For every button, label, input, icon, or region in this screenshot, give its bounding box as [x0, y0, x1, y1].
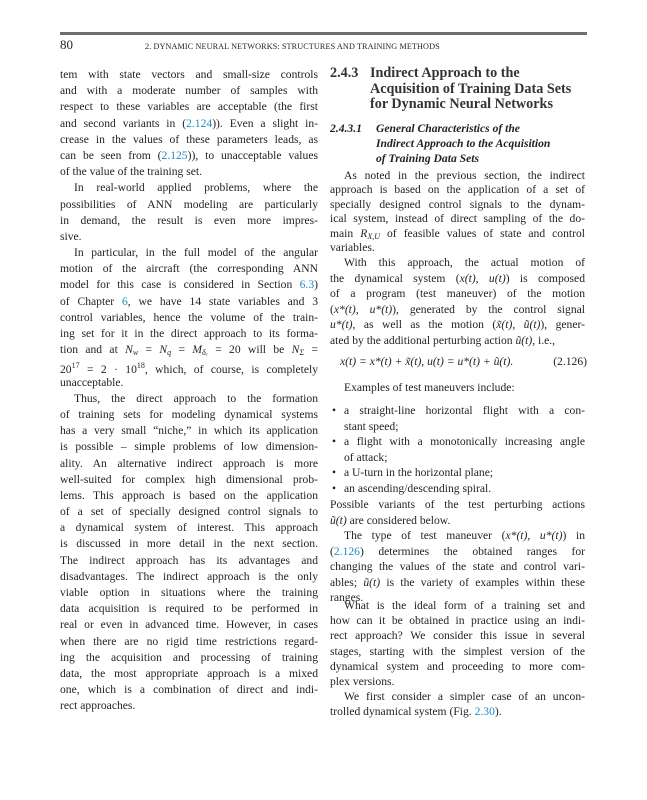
bullet-text: of attack;	[344, 450, 388, 464]
text-run: ical system, instead of direct sampling of the do-	[330, 212, 585, 226]
text-run: data acquisition is required to be performed in	[60, 602, 318, 616]
text-run: main	[330, 226, 361, 240]
text-run: viable option in situations where the training	[60, 586, 318, 599]
text-line	[330, 544, 585, 560]
equation-body: x(t) = x*(t) + x̃(t), u(t) = u*(t) + ũ(t).	[340, 355, 514, 368]
text-run: stages, starting with the simplest version of the	[330, 644, 585, 658]
text-run: ) determines the obtained ranges for	[359, 544, 585, 558]
math-inline: ũ(t)	[330, 513, 347, 527]
text-line	[60, 391, 318, 407]
text-run: has a very small “niche,” in which its application	[60, 424, 318, 438]
text-run: , as well as the motion (	[352, 318, 497, 332]
text-run: changing the values of the state and control vari-	[330, 560, 585, 573]
text-run: model for this case is considered in Section	[60, 278, 300, 292]
text-run: rect approach? We consider this issue in several	[330, 629, 585, 643]
text-line	[330, 212, 585, 226]
subscript: δₑ	[202, 348, 208, 358]
text-run: how can it be obtained in practice using an indi-	[330, 614, 585, 628]
text-line	[60, 277, 318, 293]
text-line	[330, 271, 585, 287]
math-inline: ũ(t)	[515, 333, 533, 347]
text-run: = 2 · 10	[79, 363, 137, 377]
text-line	[60, 99, 318, 115]
page-number: 80	[60, 37, 73, 52]
paragraph	[330, 689, 585, 719]
text-run: control variables, hence the volume of the train-	[60, 310, 318, 324]
bullet-item	[330, 403, 585, 434]
text-line	[60, 261, 318, 277]
math-inline: u*(t)	[330, 318, 353, 332]
paragraph	[60, 67, 318, 180]
section-title-line: Indirect Approach to the	[370, 65, 520, 81]
running-head: 2. DYNAMIC NEURAL NETWORKS: STRUCTURES AND TRAINING METHODS	[145, 42, 440, 51]
text-line	[330, 286, 585, 302]
text-run: when there are no rigid time restrictions regard-	[60, 634, 318, 648]
paragraph	[60, 391, 318, 715]
text-line	[330, 704, 585, 719]
bullet-icon: •	[332, 435, 337, 448]
text-run: tem with state vectors and small-size controls	[60, 68, 318, 81]
bullet-icon: •	[332, 481, 337, 495]
math-inline: x*(t), u*(t)	[333, 302, 393, 316]
text-run: of a set of specially designed control signals to	[60, 505, 318, 519]
bullet-item	[330, 465, 585, 481]
text-run: is possible – simple problems of low dimension-	[60, 440, 318, 454]
text-line	[60, 132, 318, 148]
text-run: ).	[494, 705, 502, 719]
text-run: trolled dynamical system (Fig.	[330, 705, 475, 719]
bullet-text: a flight with a monotonically increasing angle	[344, 435, 585, 448]
text-line	[60, 375, 318, 391]
text-run: ), generated by the control signal	[392, 302, 585, 316]
text-run: =	[138, 343, 160, 357]
text-run: ality. An alternative indirect approach is more	[60, 456, 318, 470]
cross-reference-link[interactable]: 2.125	[161, 148, 188, 162]
text-line	[60, 407, 318, 423]
text-line	[330, 575, 585, 591]
text-line	[330, 183, 585, 197]
subsection-title-line: of Training Data Sets	[376, 152, 479, 165]
text-run: the dynamical system (	[330, 271, 460, 285]
text-line	[60, 116, 318, 132]
superscript: 18	[136, 361, 145, 371]
subscript: Σ	[299, 348, 305, 358]
text-line	[60, 569, 318, 585]
text-line	[330, 302, 585, 318]
text-run: lems. This approach is based on the application	[60, 488, 318, 502]
paragraph	[330, 497, 585, 528]
text-run: In real-world applied problems, where the	[74, 181, 318, 195]
subsection-heading	[330, 121, 600, 166]
math-inline: x*(t), u*(t)	[505, 529, 563, 542]
text-run: (	[330, 302, 334, 316]
section-title-line: Acquisition of Training Data Sets	[370, 80, 572, 97]
text-run: is the variety of examples within these	[380, 575, 585, 589]
text-line	[330, 628, 585, 643]
text-line	[330, 255, 585, 271]
paragraph-block	[330, 255, 585, 349]
text-run: crease in the values of these parameters leads, as	[60, 132, 318, 146]
text-run: , i.e.,	[532, 333, 556, 347]
text-line	[330, 317, 585, 333]
text-run: specially designed control signals to the dynam-	[330, 197, 585, 211]
bullet-text: a straight-line horizontal flight with a con-	[344, 404, 585, 417]
text-line	[60, 342, 318, 358]
text-line	[60, 536, 318, 552]
text-line	[330, 227, 585, 241]
text-run: variables.	[330, 240, 375, 254]
text-run: can be seen from (	[60, 148, 162, 162]
text-run: possibilities of ANN modeling are particularly	[60, 197, 318, 211]
text-line	[330, 659, 585, 674]
text-run: of a program (test maneuver) of the motion	[330, 287, 585, 301]
bullet-list	[330, 403, 585, 496]
cross-reference-link[interactable]: 2.30	[474, 705, 495, 719]
examples-intro: Examples of test maneuvers include:	[344, 381, 515, 394]
text-line	[330, 598, 585, 613]
text-run: tion and at	[60, 343, 126, 357]
text-line	[60, 456, 318, 472]
superscript: 17	[71, 361, 80, 371]
text-line	[60, 520, 318, 536]
text-run: , we have 14 state variables and 3	[127, 294, 318, 308]
text-run: ated by the additional perturbing action	[330, 333, 516, 347]
text-run: respect to these variables are acceptable (the first	[60, 100, 318, 114]
text-line	[60, 310, 318, 326]
text-line	[60, 148, 318, 164]
text-line	[330, 689, 585, 704]
paragraph-block	[330, 497, 585, 606]
text-run: In particular, in the full model of the angular	[74, 246, 318, 260]
text-run: With this approach, the actual motion of	[344, 256, 585, 269]
text-run: ables;	[330, 575, 364, 589]
text-line	[60, 666, 318, 682]
text-line	[60, 83, 318, 99]
text-line	[330, 513, 585, 529]
text-run: one, which is a combination of direct and indi-	[60, 683, 318, 697]
text-run: As noted in the previous section, the indirect	[344, 169, 585, 182]
text-run: Thus, the direct approach to the formation	[74, 391, 318, 405]
text-line	[330, 644, 585, 659]
text-run: of training sets for modeling dynamical systems	[60, 407, 318, 421]
text-run: a dynamical system of interest. This approach	[60, 521, 318, 535]
text-run: real or even in advanced time. However, in cases	[60, 618, 318, 632]
paragraph-block	[330, 598, 585, 720]
text-run: dynamical system and proceeding to more com-	[330, 659, 585, 673]
text-line	[330, 613, 585, 628]
text-run: and second variants in (	[60, 116, 187, 130]
bullet-icon: •	[332, 404, 337, 417]
text-run: in demand, the result is even more impres-	[60, 213, 318, 227]
math-inline: R	[360, 226, 368, 240]
text-line	[60, 634, 318, 650]
text-run: =	[304, 343, 318, 357]
paragraph	[60, 180, 318, 245]
text-run: =	[171, 343, 193, 357]
text-line	[330, 497, 585, 513]
text-run: ) in	[562, 529, 585, 542]
bullet-text: a U-turn in the horizontal plane;	[344, 466, 494, 479]
text-line	[330, 528, 585, 544]
text-line	[60, 229, 318, 245]
text-run: ) is composed	[505, 271, 585, 285]
text-run: )). Even a slight in-	[212, 116, 318, 130]
section-number: 2.4.3	[330, 65, 359, 81]
text-line	[60, 650, 318, 666]
text-line	[60, 601, 318, 617]
text-line	[60, 617, 318, 633]
subsection-number: 2.4.3.1	[330, 122, 362, 135]
text-run: )	[314, 278, 318, 292]
bullet-item	[330, 481, 585, 497]
text-line	[60, 180, 318, 196]
left-column	[60, 67, 318, 715]
text-line	[60, 245, 318, 261]
text-line	[60, 213, 318, 229]
math-inline: N	[291, 343, 300, 357]
text-line	[60, 358, 318, 377]
text-run: The indirect approach has its advantages and	[60, 553, 318, 567]
section-heading	[330, 66, 600, 113]
math-inline: N	[159, 343, 168, 357]
text-run: rect approaches.	[60, 699, 136, 713]
subscript: X,U	[367, 231, 380, 241]
text-run: unacceptable.	[60, 375, 124, 389]
bullet-icon: •	[332, 466, 337, 479]
bullet-text: an ascending/descending spiral.	[344, 481, 492, 495]
text-line	[60, 326, 318, 342]
text-line	[330, 241, 585, 255]
math-inline: N	[125, 343, 133, 357]
subsection-title-line: General Characteristics of the	[376, 122, 520, 135]
text-run: )), to unacceptable values	[187, 148, 318, 162]
text-line	[60, 553, 318, 569]
text-line	[60, 682, 318, 698]
text-line	[60, 504, 318, 520]
math-inline: M	[192, 343, 203, 357]
text-line	[60, 164, 318, 180]
subscript: w	[132, 348, 139, 358]
text-run: approach is based on the application of a set of	[330, 183, 585, 197]
text-line	[60, 197, 318, 213]
text-run: well-suited for complex high dimensional prob-	[60, 472, 318, 486]
equation-number: (2.126)	[553, 355, 587, 368]
text-line	[60, 472, 318, 488]
text-line	[330, 333, 585, 349]
text-run: ing the acquisition and processing of training	[60, 650, 318, 664]
math-inline: x(t), u(t)	[459, 271, 506, 285]
text-run: ing set for it in the direct approach to its forma-	[60, 327, 318, 340]
cross-reference-link[interactable]: 6	[121, 294, 128, 308]
text-line	[330, 559, 585, 575]
paragraph	[60, 245, 318, 391]
text-run: 20	[60, 363, 72, 377]
paragraph	[330, 169, 585, 255]
text-run: and with a moderate number of samples with	[60, 84, 318, 98]
subscript: q	[167, 348, 172, 358]
text-run: disadvantages. The indirect approach is the only	[60, 569, 318, 583]
paragraph	[330, 598, 585, 689]
text-line	[60, 698, 318, 714]
text-line	[60, 439, 318, 455]
text-run: of the value of the training set.	[60, 165, 202, 179]
math-inline: x̃(t), ũ(t)	[496, 318, 541, 332]
text-run: = 20 will be	[207, 343, 292, 357]
text-run: sive.	[60, 229, 82, 243]
cross-reference-link[interactable]: 6.3	[299, 278, 315, 292]
bullet-text: stant speed;	[344, 419, 399, 433]
cross-reference-link[interactable]: 2.126	[333, 544, 360, 558]
paragraph	[330, 255, 585, 349]
text-line	[60, 67, 318, 83]
text-run: ), gener-	[540, 318, 585, 332]
text-run: What is the ideal form of a training set and	[344, 599, 585, 612]
text-run: , which, of course, is completely	[144, 363, 318, 377]
header-rule	[60, 32, 587, 35]
text-run: is discussed in more detail in the next section.	[60, 537, 318, 551]
text-line	[330, 198, 585, 212]
text-run: (	[330, 544, 334, 558]
bullet-item	[330, 434, 585, 465]
text-run: ranges.	[330, 591, 364, 604]
text-line	[60, 585, 318, 601]
section-title-line: for Dynamic Neural Networks	[370, 96, 553, 112]
paragraph	[330, 528, 585, 606]
text-run: are considered below.	[346, 513, 451, 527]
math-inline: ũ(t)	[363, 575, 381, 589]
text-line	[60, 488, 318, 504]
text-run: Possible variants of the test perturbing actions	[330, 498, 585, 511]
text-run: plex versions.	[330, 674, 395, 688]
subsection-title-line: Indirect Approach to the Acquisition	[376, 137, 551, 150]
text-line	[60, 294, 318, 310]
text-run: data, the most appropriate approach is a mixed	[60, 666, 318, 680]
equation-2-126	[340, 355, 587, 368]
cross-reference-link[interactable]: 2.124	[186, 116, 213, 130]
text-run: We first consider a simpler case of an uncon-	[344, 690, 585, 704]
text-line	[60, 423, 318, 439]
text-run: The type of test maneuver (	[344, 529, 506, 542]
text-run: motion of the aircraft (the corresponding ANN	[60, 262, 318, 276]
paragraph-block	[330, 169, 585, 255]
text-line	[330, 169, 585, 183]
text-run: of feasible values of state and control	[379, 226, 585, 240]
text-line	[330, 674, 585, 689]
text-run: of Chapter	[60, 294, 122, 308]
